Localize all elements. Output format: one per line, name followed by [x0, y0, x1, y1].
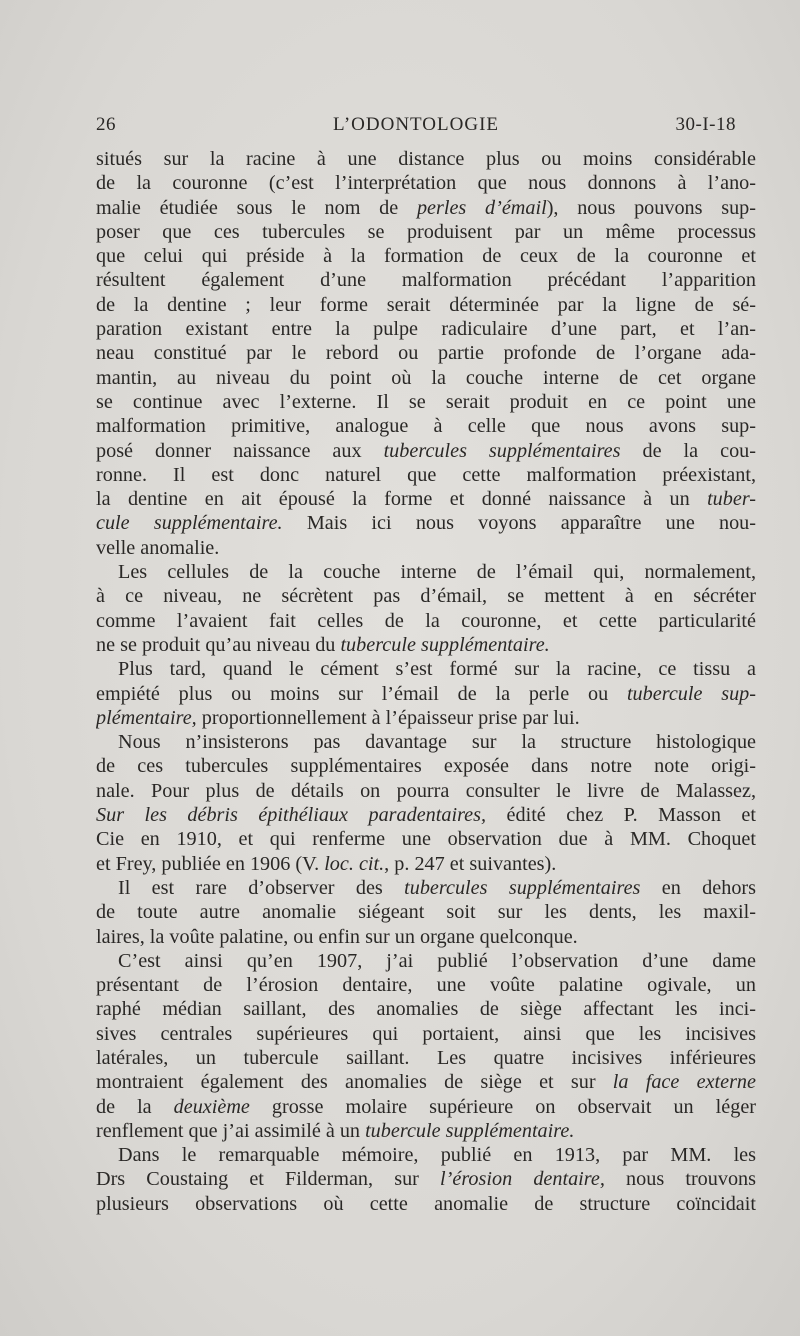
issue-date: 30-I-18 [675, 114, 736, 135]
italic-text: loc. cit. [324, 852, 385, 875]
italic-text: tubercule supplémentaire. [365, 1119, 575, 1142]
line-text: de la cou- [620, 439, 756, 462]
line-text: raphé médian saillant, des anomalies de siège affectant les inci- [96, 998, 756, 1021]
line-text: en dehors [640, 876, 756, 899]
text-line [96, 293, 756, 317]
line-text: , p. 247 et suivantes). [384, 852, 557, 875]
line-text: laires, la voûte palatine, ou enfin sur un organe quelconque. [96, 925, 578, 948]
text-line [96, 584, 756, 608]
line-text: nous trouvons [604, 1168, 756, 1191]
italic-text: la face externe [612, 1071, 756, 1094]
italic-text: tubercules supplémentaires [383, 439, 621, 462]
line-text: de la couronne (c’est l’interprétation que nous donnons à l’ano- [96, 172, 756, 195]
line-text: que celui qui préside à la formation de ceux de la couronne et [96, 245, 756, 268]
text-line [96, 1167, 756, 1191]
text-line [96, 487, 756, 511]
line-text: montraient également des anomalies de siège et sur [96, 1071, 613, 1094]
italic-text: tuber- [707, 488, 756, 511]
line-text: velle anomalie. [96, 536, 220, 559]
running-header [96, 114, 736, 142]
italic-text: Sur les débris épithéliaux paradentaires, [96, 804, 487, 827]
line-text: mantin, au niveau du point où la couche interne de cet organe [96, 366, 756, 389]
italic-text: l’érosion dentaire, [440, 1168, 605, 1191]
line-text: et Frey, publiée en 1906 (V. [96, 852, 325, 875]
line-text: posé donner naissance aux [96, 439, 384, 462]
text-line [96, 439, 756, 463]
italic-text: deuxième [173, 1095, 250, 1118]
text-line [96, 147, 756, 171]
text-line [96, 730, 756, 754]
text-line [96, 244, 756, 268]
line-text: C’est ainsi qu’en 1907, j’ai publié l’observation d’une dame [118, 949, 756, 972]
text-line [96, 973, 756, 997]
line-text: plusieurs observations où cette anomalie de structure coïncidait [96, 1192, 756, 1215]
text-line [96, 852, 756, 876]
text-line [96, 609, 756, 633]
text-line [96, 1095, 756, 1119]
line-text: Dans le remarquable mémoire, publié en 1913, par MM. les [118, 1144, 756, 1167]
italic-text: tubercule supplémentaire. [340, 633, 550, 656]
line-text: Cie en 1910, et qui renferme une observation due à MM. Choquet [96, 828, 756, 851]
line-text: résultent également d’une malformation précédant l’apparition [96, 269, 756, 292]
text-line [96, 706, 756, 730]
italic-text: plémentaire, [96, 706, 197, 729]
line-text: de la dentine ; leur forme serait déterminée par la ligne de sé- [96, 293, 756, 316]
line-text: malie étudiée sous le nom de [96, 196, 417, 219]
body-text [96, 147, 756, 1216]
line-text: comme l’avaient fait celles de la couronne, et cette particularité [96, 609, 756, 632]
line-text: ), nous pouvons sup- [546, 196, 756, 219]
line-text: nale. Pour plus de détails on pourra consulter le livre de Malassez, [96, 779, 756, 802]
text-line [96, 949, 756, 973]
text-line [96, 657, 756, 681]
text-line [96, 414, 756, 438]
line-text: Drs Coustaing et Filderman, sur [96, 1168, 441, 1191]
text-line [96, 633, 756, 657]
text-line [96, 779, 756, 803]
line-text: latérales, un tubercule saillant. Les quatre incisives inférieures [96, 1046, 756, 1069]
line-text: empiété plus ou moins sur l’émail de la perle ou [96, 682, 627, 705]
text-line [96, 754, 756, 778]
text-line [96, 925, 756, 949]
text-line [96, 171, 756, 195]
line-text: paration existant entre la pulpe radiculaire d’une part, et l’an- [96, 318, 756, 341]
text-line [96, 682, 756, 706]
line-text: Plus tard, quand le cément s’est formé sur la racine, ce tissu a [118, 658, 756, 681]
line-text: Mais ici nous voyons apparaître une nou- [282, 512, 756, 535]
line-text: se continue avec l’externe. Il se serait produit en ce point une [96, 390, 756, 413]
text-line [96, 220, 756, 244]
line-text: de ces tubercules supplémentaires exposée dans notre note origi- [96, 755, 756, 778]
text-line [96, 317, 756, 341]
line-text: sives centrales supérieures qui portaient, ainsi que les incisives [96, 1022, 756, 1045]
page-number: 26 [96, 114, 116, 135]
line-text: présentant de l’érosion dentaire, une voûte palatine ogivale, un [96, 974, 756, 997]
line-text: Les cellules de la couche interne de l’émail qui, normalement, [118, 561, 756, 584]
text-line [96, 1143, 756, 1167]
line-text: renflement que j’ai assimilé à un [96, 1119, 366, 1142]
line-text: grosse molaire supérieure on observait un léger [249, 1095, 756, 1118]
line-text: ne se produit qu’au niveau du [96, 633, 341, 656]
text-line [96, 900, 756, 924]
text-line [96, 1070, 756, 1094]
text-line [96, 390, 756, 414]
line-text: Il est rare d’observer des [118, 876, 405, 899]
line-text: proportionnellement à l’épaisseur prise par lui. [196, 706, 580, 729]
line-text: situés sur la racine à une distance plus ou moins considérable [96, 148, 756, 170]
text-line [96, 1046, 756, 1070]
italic-text: perles d’émail [416, 196, 547, 219]
italic-text: tubercules supplémentaires [404, 876, 641, 899]
italic-text: tubercule sup- [626, 682, 756, 705]
text-line [96, 827, 756, 851]
line-text: neau constitué par le rebord ou partie profonde de l’organe ada- [96, 342, 756, 365]
text-line [96, 366, 756, 390]
text-line [96, 463, 756, 487]
text-line [96, 511, 756, 535]
line-text: poser que ces tubercules se produisent par un même processus [96, 220, 756, 243]
line-text: la dentine en ait épousé la forme et donné naissance à un [96, 488, 708, 511]
text-line [96, 1119, 756, 1143]
line-text: de toute autre anomalie siégeant soit sur les dents, les maxil- [96, 901, 756, 924]
text-line [96, 536, 756, 560]
text-line [96, 560, 756, 584]
text-line [96, 876, 756, 900]
text-line [96, 341, 756, 365]
line-text: ronne. Il est donc naturel que cette malformation préexistant, [96, 463, 756, 486]
line-text: de la [96, 1095, 174, 1118]
line-text: édité chez P. Masson et [486, 804, 756, 827]
text-line [96, 196, 756, 220]
line-text: malformation primitive, analogue à celle que nous avons sup- [96, 415, 756, 438]
text-line [96, 1022, 756, 1046]
text-line [96, 803, 756, 827]
line-text: à ce niveau, ne sécrètent pas d’émail, se mettent à en sécréter [96, 585, 756, 608]
italic-text: cule supplémentaire. [96, 512, 283, 535]
text-line [96, 997, 756, 1021]
line-text: Nous n’insisterons pas davantage sur la structure histologique [118, 731, 756, 754]
text-line [96, 268, 756, 292]
running-title: L’ODONTOLOGIE [332, 114, 500, 135]
text-line [96, 1192, 756, 1216]
